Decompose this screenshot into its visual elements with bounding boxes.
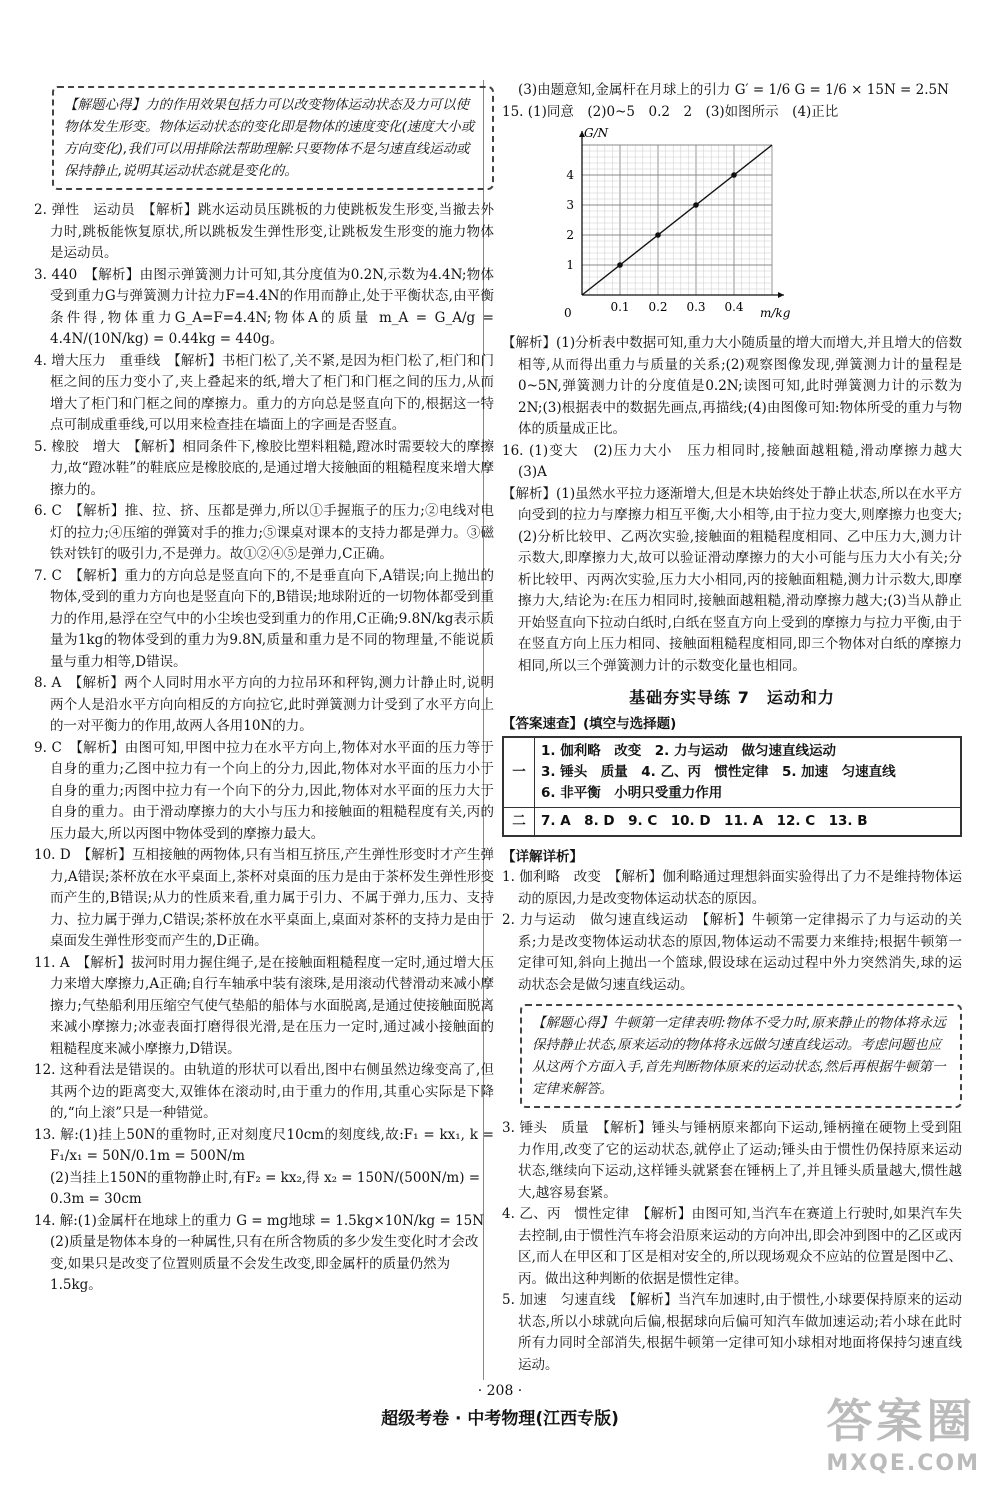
- proportional-line: [582, 145, 772, 295]
- answer-14-part1: 14. 解:(1)金属杆在地球上的重力 G = mg地球 = 1.5kg×10N/kg = 15N: [34, 1212, 485, 1229]
- tip-box-2: 【解题心得】牛顿第一定律表明:物体不受力时,原来静止的物体将永远保持静止状态,原来运动的物体将永远做匀速直线运动。考虑问题也应从这两个方面入手,首先判断物体原来的运动状态,然后再根据牛顿第一定律来解答。: [520, 1004, 962, 1108]
- tip-box-1: 【解题心得】力的作用效果包括力可以改变物体运动状态及力可以使物体发生形变。物体运动状态的变化即是物体的速度变化(速度大小或方向变化),我们可以用排除法帮助理解:只要物体不是匀速直线运动或保持静止,说明其运动状态就是变化的。: [52, 86, 494, 190]
- answer-10: 10. D 【解析】互相接触的两物体,只有当相互挤压,产生弹性形变时才产生弹力,A错误;茶杯放在水平桌面上,茶杯对桌面的压力是由于茶杯发生弹性形变而产生的,B错误;从力的性质来看,重力属于引力、不属于弹力,压力、支持力、拉力属于弹力,C错误;茶杯放在水平桌面上,桌面对茶杯的支持力是由于桌面发生弹性形变而产生的,D正确。: [34, 847, 494, 949]
- y-tick-label: 3: [566, 198, 574, 212]
- x-tick-label: 0.1: [610, 300, 630, 314]
- y-tick-label: 4: [566, 168, 574, 182]
- origin-label: 0: [564, 306, 572, 320]
- table-line: 7. A 8. D 9. C 10. D 11. A 12. C 13. B: [535, 808, 962, 837]
- answer-13-part1: 13. 解:(1)挂上50N的重物时,正对刻度尺10cm的刻度线,故:F₁ = kx₁, k = F₁/x₁ = 50N/0.1m = 500N/m: [34, 1126, 494, 1164]
- data-point: [693, 202, 699, 208]
- answer-4: 4. 增大压力 重垂线 【解析】书柜门松了,关不紧,是因为柜门松了,柜门和门框之间的压力变小了,夹上叠起来的纸,增大了柜门和门框之间的压力,从而增大了柜门和门框之间的摩擦力。重力的方向总是竖直向下的,根据这一特点可制成重垂线,可以用来检查挂在墙面上的字画是否竖直。: [34, 352, 494, 433]
- answer-8: 8. A 【解析】两个人同时用水平方向的力拉吊环和秤钩,测力计静止时,说明两个人是沿水平方向向相反的方向拉它,此时弹簧测力计受到了水平方向上的一对平衡力的作用,故两人各用10N的力。: [34, 675, 494, 734]
- answer-2: 2. 弹性 运动员 【解析】跳水运动员压跳板的力使跳板发生形变,当撤去外力时,跳板能恢复原状,所以跳板发生弹性形变,让跳板发生形变的施力物体是运动员。: [34, 202, 494, 261]
- y-tick-label: 1: [566, 258, 574, 272]
- page-number: · 208 ·: [477, 1383, 523, 1399]
- x-tick-label: 0.4: [724, 300, 744, 314]
- answer-3: 3. 440 【解析】由图示弹簧测力计可知,其分度值为0.2N,示数为4.4N;物体受到重力G与弹簧测力计拉力F=4.4N的作用而静止,处于平衡状态,由平衡条件得,物体重力G_A=F=4.4N;物体A的质量 m_A = G_A/g = 4.4N/(10N/kg) = 0.44kg = 440g。: [34, 266, 494, 347]
- answer-16-explanation: 【解析】(1)虽然水平拉力逐渐增大,但是木块始终处于静止状态,所以在水平方向受到的拉力与摩擦力相互平衡,大小相等,由于拉力变大,则摩擦力也变大;(2)分析比较甲、乙两次实验,接触面的粗糙程度相同、乙中压力大,测力计示数大,即摩擦力大,故可以验证滑动摩擦力的大小可能与压力大小有关;分析比较甲、丙两次实验,压力大小相同,丙的接触面粗糙,测力计示数大,即摩擦力大,结论为:在压力相同时,接触面越粗糙,滑动摩擦力越大;(3)当从静止开始竖直向下拉动白纸时,白纸在竖直方向上受到的摩擦力与拉力平衡,由于在竖直方向上压力相同、接触面粗糙程度相同,即三个物体对白纸的摩擦力相同,所以三个弹簧测力计的示数变化量也相同。: [502, 485, 962, 674]
- table-line: 6. 非平衡 小明只受重力作用: [541, 785, 723, 801]
- x-axis-arrow: [778, 292, 784, 298]
- detail-heading: 【详解详析】: [502, 849, 583, 865]
- answer-15: 15. (1)同意 (2)0~5 0.2 2 (3)如图所示 (4)正比: [502, 103, 839, 120]
- y-tick-label: 2: [566, 228, 574, 242]
- x-axis-label: m/kg: [760, 306, 791, 320]
- answer-12: 12. 这种看法是错误的。由轨道的形状可以看出,图中右侧虽然边缘变高了,但其两个边的距离变大,双锥体在滚动时,由于重力的作用,其重心实际是下降的,“向上滚”只是一种错觉。: [34, 1062, 494, 1121]
- answer-5: 5. 橡胶 增大 【解析】相同条件下,橡胶比塑料粗糙,蹬冰时需要较大的摩擦力,故“蹬冰鞋”的鞋底应是橡胶底的,是通过增大接触面的粗糙程度来增大摩擦力的。: [34, 438, 494, 498]
- left-column: [34, 72, 494, 1297]
- answer-11: 11. A 【解析】拔河时用力握住绳子,是在接触面粗糙程度一定时,通过增大压力来增大摩擦力,A正确;自行车轴承中装有滚珠,是用滚动代替滑动来减小摩擦力;气垫船利用压缩空气使气垫船的船体与水面脱离,是通过使接触面脱离来减小摩擦力;冰壶表面打磨得很光滑,是在压力一定时,通过减小接触面的粗糙程度来减小摩擦力,D错误。: [34, 954, 494, 1057]
- detail-2: 2. 力与运动 做匀速直线运动 【解析】牛顿第一定律揭示了力与运动的关系;力是改变物体运动状态的原因,物体运动不需要力来维持;根据牛顿第一定律可知,斜向上抛出一个篮球,假设球在运动过程中外力突然消失,球的运动状态会是做匀速直线运动。: [502, 912, 962, 993]
- detail-1: 1. 伽利略 改变 【解析】伽利略通过理想斜面实验得出了力不是维持物体运动的原因,力是改变物体运动状态的原因。: [502, 869, 962, 907]
- answer-7: 7. C 【解析】重力的方向总是竖直向下的,不是垂直向下,A错误;向上抛出的物体,受到的重力方向也是竖直向下的,B错误;地球附近的一切物体都受到重力的作用,悬浮在空气中的小尘埃也受到重力的作用,C正确;9.8N/kg表示质量为1kg的物体受到的重力为9.8N,质量和重力是不同的物理量,不能说质量与重力相等,D错误。: [34, 567, 494, 670]
- data-point: [617, 262, 623, 268]
- x-tick-label: 0.2: [648, 300, 668, 314]
- table-line: 3. 锤头 质量 4. 乙、丙 惯性定律 5. 加速 匀速直线: [541, 764, 896, 780]
- answer-16: 16. (1)变大 (2)压力大小 压力相同时,接触面越粗糙,滑动摩擦力越大 (3)A: [502, 442, 976, 480]
- g-m-chart: [542, 125, 802, 325]
- answer-13-part2: (2)当挂上150N的重物静止时,有F₂ = kx₂,得 x₂ = 150N/(500N/m) = 0.3m = 30cm: [50, 1169, 481, 1207]
- chart-marks: [582, 145, 772, 295]
- chart-container: [542, 125, 962, 329]
- row-label: 一: [503, 737, 535, 808]
- answer-14-part2: (2)质量是物体本身的一种属性,只有在所含物质的多少发生变化时才会改变,如果只是改变了位置则质量不会发生改变,即金属杆的质量仍然为1.5kg。: [50, 1234, 479, 1293]
- quick-answer-heading: 【答案速查】(填空与选择题): [502, 716, 677, 732]
- book-title: 超级考卷 · 中考物理(江西专版): [381, 1409, 619, 1429]
- data-point: [655, 232, 661, 238]
- detail-3: 3. 锤头 质量 【解析】锤头与锤柄原来都向下运动,锤柄撞在硬物上受到阻力作用,改变了它的运动状态,就停止了运动;锤头由于惯性仍保持原来运动状态,继续向下运动,这样锤头就紧套在锤柄上了,并且锤头质量越大,惯性越大,越容易套紧。: [502, 1120, 962, 1201]
- row-cell: [535, 737, 962, 808]
- detail-5: 5. 加速 匀速直线 【解析】当汽车加速时,由于惯性,小球要保持原来的运动状态,所以小球就向后偏,根据球向后偏可知汽车做加速运动;若小球在此时所有力同时全部消失,根据牛顿第一定律可知小球相对地面将保持匀速直线运动。: [502, 1292, 962, 1373]
- watermark-text: 答案圈: [826, 1394, 977, 1448]
- right-column: [502, 80, 976, 1376]
- table-row: [503, 737, 961, 808]
- section-title: 基础夯实导练 7 运动和力: [629, 688, 835, 707]
- answer-14-part3: (3)由题意知,金属杆在月球上的引力 G′ = 1/6 G = 1/6 × 15N = 2.5N: [518, 82, 949, 98]
- answer-6: 6. C 【解析】推、拉、挤、压都是弹力,所以①手握瓶子的压力;②电线对电灯的拉力;④压缩的弹簧对手的推力;⑤课桌对课本的支持力都是弹力。③磁铁对铁钉的吸引力,不是弹力。故①②④⑤是弹力,C正确。: [34, 503, 494, 562]
- x-tick-label: 0.3: [686, 300, 706, 314]
- detail-4: 4. 乙、丙 惯性定律 【解析】由图可知,当汽车在赛道上行驶时,如果汽车失去控制,由于惯性汽车将会沿原来运动的方向冲出,即会冲到图中的乙区或丙区,而人在甲区和丁区是相对安全的,所以现场观众不应站的位置是图中乙、丙。做出这种判断的依据是惯性定律。: [502, 1206, 962, 1287]
- table-row: [503, 808, 961, 837]
- answer-9: 9. C 【解析】由图可知,甲图中拉力在水平方向上,物体对水平面的压力等于自身的重力;乙图中拉力有一个向上的分力,因此,物体对水平面的压力小于自身的重力;丙图中拉力有一个向下的分力,因此,物体对水平面的压力大于自身的重力。由于滑动摩擦力的大小与压力和接触面的粗糙程度有关,丙的压力最大,所以丙图中物体受到的摩擦力最大。: [34, 739, 494, 842]
- watermark-logo: [826, 1385, 980, 1476]
- data-point: [731, 172, 737, 178]
- watermark-url: MXQE.COM: [826, 1451, 980, 1476]
- table-line: 1. 伽利略 改变 2. 力与运动 做匀速直线运动: [541, 743, 836, 759]
- quick-answer-table: [502, 736, 962, 837]
- y-axis-label: G/N: [584, 126, 609, 140]
- answer-15-explanation: 【解析】(1)分析表中数据可知,重力大小随质量的增大而增大,并且增大的倍数相等,从而得出重力与质量的关系;(2)观察图像发现,弹簧测力计的量程是0~5N,弹簧测力计的分度值是0.2N;读图可知,此时弹簧测力计的示数为2N;(3)根据表中的数据先画点,再描线;(4)由图像可知:物体所受的重力与物体的质量成正比。: [502, 335, 962, 437]
- row-label: 二: [503, 808, 535, 837]
